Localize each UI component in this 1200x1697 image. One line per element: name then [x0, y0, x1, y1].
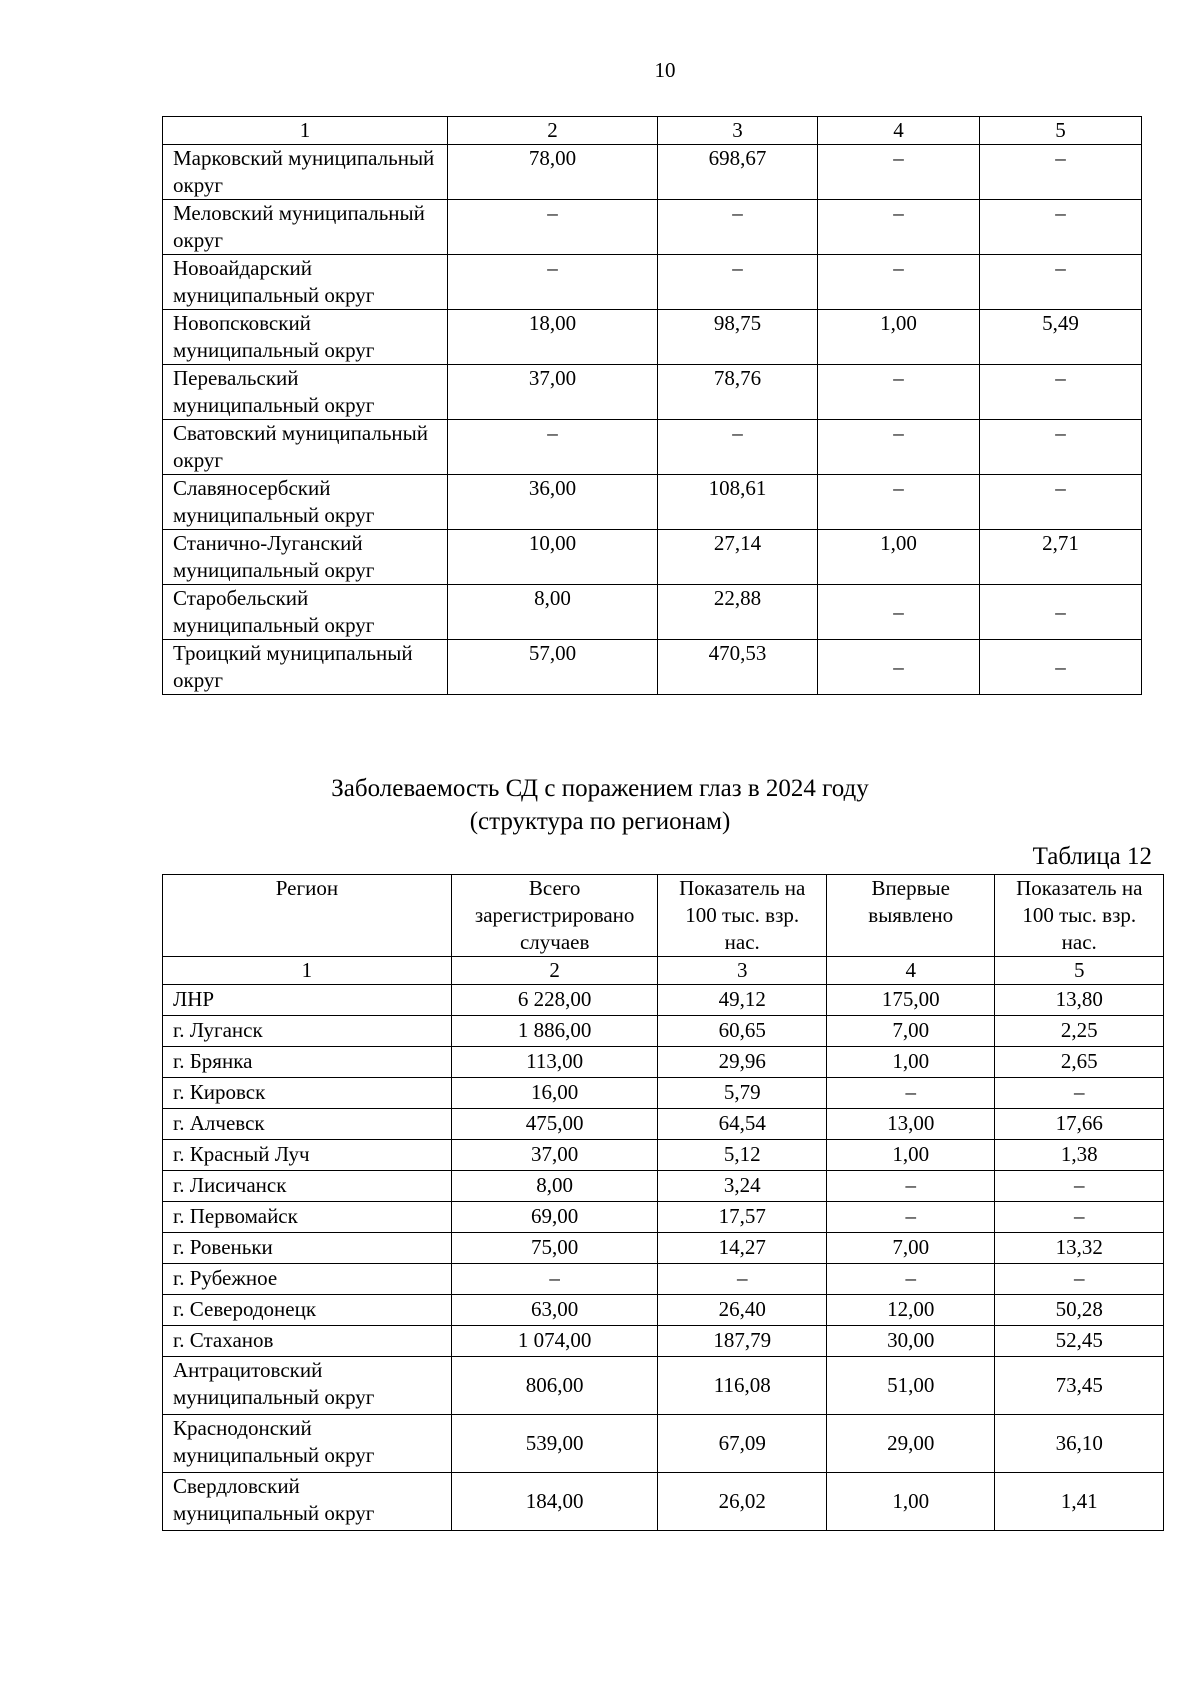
- value-cell: –: [995, 1078, 1164, 1109]
- column-number: 1: [163, 117, 448, 145]
- region-cell: г. Ровеньки: [163, 1233, 452, 1264]
- value-cell: –: [826, 1078, 995, 1109]
- value-cell: –: [826, 1202, 995, 1233]
- value-cell: 13,32: [995, 1233, 1164, 1264]
- table-row: [163, 1233, 1164, 1264]
- header-cell: Регион: [163, 875, 452, 957]
- value-cell: 22,88: [658, 585, 818, 640]
- value-cell: 108,61: [658, 475, 818, 530]
- column-number: 4: [818, 117, 980, 145]
- table-label: Таблица 12: [1032, 843, 1152, 870]
- value-cell: –: [995, 1202, 1164, 1233]
- value-cell: 184,00: [451, 1473, 658, 1531]
- value-cell: 78,00: [448, 145, 658, 200]
- value-cell: 806,00: [451, 1357, 658, 1415]
- value-cell: 8,00: [448, 585, 658, 640]
- column-number: 2: [448, 117, 658, 145]
- table-row: [163, 1326, 1164, 1357]
- value-cell: –: [658, 200, 818, 255]
- value-cell: 5,79: [658, 1078, 827, 1109]
- table-row: [163, 1357, 1164, 1415]
- value-cell: 18,00: [448, 310, 658, 365]
- region-cell: г. Луганск: [163, 1016, 452, 1047]
- region-cell: Старобельский муниципальный округ: [163, 585, 448, 640]
- table-row: [163, 1016, 1164, 1047]
- region-cell: Перевальский муниципальный округ: [163, 365, 448, 420]
- region-cell: г. Брянка: [163, 1047, 452, 1078]
- value-cell: 29,96: [658, 1047, 827, 1078]
- value-cell: 1 886,00: [451, 1016, 658, 1047]
- value-cell: –: [995, 1264, 1164, 1295]
- value-cell: –: [826, 1264, 995, 1295]
- continued-table: [162, 116, 1142, 695]
- table-row: [163, 200, 1142, 255]
- table-row: [163, 1202, 1164, 1233]
- header-row: [163, 875, 1164, 957]
- value-cell: 7,00: [826, 1016, 995, 1047]
- value-cell: 1 074,00: [451, 1326, 658, 1357]
- value-cell: 1,00: [818, 530, 980, 585]
- value-cell: 5,12: [658, 1140, 827, 1171]
- value-cell: 36,10: [995, 1415, 1164, 1473]
- region-cell: Новоайдарский муниципальный округ: [163, 255, 448, 310]
- value-cell: 1,00: [826, 1047, 995, 1078]
- value-cell: 7,00: [826, 1233, 995, 1264]
- header-cell: Показатель на 100 тыс. взр. нас.: [995, 875, 1164, 957]
- value-cell: 12,00: [826, 1295, 995, 1326]
- value-cell: 3,24: [658, 1171, 827, 1202]
- table-12: [162, 874, 1164, 1531]
- table-row: [163, 145, 1142, 200]
- table-row: [163, 585, 1142, 640]
- value-cell: 50,28: [995, 1295, 1164, 1326]
- region-cell: г. Алчевск: [163, 1109, 452, 1140]
- section-subtitle: (структура по регионам): [469, 808, 731, 835]
- region-cell: Краснодонский муниципальный округ: [163, 1415, 452, 1473]
- region-cell: Станично-Луганский муниципальный округ: [163, 530, 448, 585]
- value-cell: 78,76: [658, 365, 818, 420]
- value-cell: –: [818, 475, 980, 530]
- value-cell: 1,00: [826, 1140, 995, 1171]
- header-cell: Впервые выявлено: [826, 875, 995, 957]
- region-cell: г. Кировск: [163, 1078, 452, 1109]
- value-cell: 64,54: [658, 1109, 827, 1140]
- value-cell: 1,00: [826, 1473, 995, 1531]
- table-row: [163, 530, 1142, 585]
- value-cell: –: [980, 585, 1142, 640]
- table-row: [163, 1171, 1164, 1202]
- region-cell: Славяносербский муниципальный округ: [163, 475, 448, 530]
- value-cell: 13,00: [826, 1109, 995, 1140]
- value-cell: 60,65: [658, 1016, 827, 1047]
- value-cell: 73,45: [995, 1357, 1164, 1415]
- value-cell: –: [980, 475, 1142, 530]
- value-cell: 17,57: [658, 1202, 827, 1233]
- table-row: [163, 1264, 1164, 1295]
- value-cell: –: [980, 640, 1142, 695]
- value-cell: 1,00: [818, 310, 980, 365]
- value-cell: 1,41: [995, 1473, 1164, 1531]
- table-row: [163, 1140, 1164, 1171]
- value-cell: –: [448, 255, 658, 310]
- column-number: 5: [995, 957, 1164, 985]
- value-cell: 75,00: [451, 1233, 658, 1264]
- table-row: [163, 1473, 1164, 1531]
- table-row: [163, 1415, 1164, 1473]
- region-cell: г. Лисичанск: [163, 1171, 452, 1202]
- value-cell: –: [658, 1264, 827, 1295]
- table-row: [163, 475, 1142, 530]
- value-cell: –: [658, 255, 818, 310]
- value-cell: 51,00: [826, 1357, 995, 1415]
- value-cell: 69,00: [451, 1202, 658, 1233]
- region-cell: г. Стаханов: [163, 1326, 452, 1357]
- value-cell: 37,00: [448, 365, 658, 420]
- region-cell: ЛНР: [163, 985, 452, 1016]
- value-cell: 175,00: [826, 985, 995, 1016]
- value-cell: –: [980, 255, 1142, 310]
- value-cell: 13,80: [995, 985, 1164, 1016]
- column-number: 1: [163, 957, 452, 985]
- column-number: 5: [980, 117, 1142, 145]
- value-cell: 1,38: [995, 1140, 1164, 1171]
- table-row: [163, 985, 1164, 1016]
- value-cell: 698,67: [658, 145, 818, 200]
- region-cell: г. Северодонецк: [163, 1295, 452, 1326]
- value-cell: –: [980, 145, 1142, 200]
- value-cell: –: [448, 420, 658, 475]
- value-cell: –: [995, 1171, 1164, 1202]
- value-cell: 29,00: [826, 1415, 995, 1473]
- table-row: [163, 310, 1142, 365]
- value-cell: 27,14: [658, 530, 818, 585]
- value-cell: –: [826, 1171, 995, 1202]
- value-cell: 113,00: [451, 1047, 658, 1078]
- section-title: Заболеваемость СД с поражением глаз в 2024 году: [331, 775, 869, 802]
- table-row: [163, 365, 1142, 420]
- value-cell: 67,09: [658, 1415, 827, 1473]
- value-cell: 10,00: [448, 530, 658, 585]
- value-cell: 14,27: [658, 1233, 827, 1264]
- value-cell: 475,00: [451, 1109, 658, 1140]
- page-number: 10: [654, 58, 676, 82]
- value-cell: 5,49: [980, 310, 1142, 365]
- value-cell: –: [448, 200, 658, 255]
- value-cell: 37,00: [451, 1140, 658, 1171]
- value-cell: –: [818, 365, 980, 420]
- header-cell: Показатель на 100 тыс. взр. нас.: [658, 875, 827, 957]
- value-cell: –: [818, 200, 980, 255]
- column-number: 3: [658, 957, 827, 985]
- table-row: [163, 1047, 1164, 1078]
- value-cell: 30,00: [826, 1326, 995, 1357]
- value-cell: 6 228,00: [451, 985, 658, 1016]
- value-cell: –: [818, 255, 980, 310]
- value-cell: 98,75: [658, 310, 818, 365]
- table-row: [163, 1109, 1164, 1140]
- column-number-row: [163, 117, 1142, 145]
- region-cell: г. Первомайск: [163, 1202, 452, 1233]
- value-cell: 2,71: [980, 530, 1142, 585]
- value-cell: 49,12: [658, 985, 827, 1016]
- value-cell: –: [818, 145, 980, 200]
- value-cell: 2,25: [995, 1016, 1164, 1047]
- value-cell: 26,40: [658, 1295, 827, 1326]
- value-cell: 470,53: [658, 640, 818, 695]
- value-cell: –: [980, 365, 1142, 420]
- column-number: 2: [451, 957, 658, 985]
- value-cell: 17,66: [995, 1109, 1164, 1140]
- table-row: [163, 1078, 1164, 1109]
- region-cell: Новопсковский муниципальный округ: [163, 310, 448, 365]
- region-cell: Свердловский муниципальный округ: [163, 1473, 452, 1531]
- region-cell: Меловский муниципальный округ: [163, 200, 448, 255]
- value-cell: 63,00: [451, 1295, 658, 1326]
- value-cell: –: [818, 420, 980, 475]
- value-cell: 2,65: [995, 1047, 1164, 1078]
- region-cell: Марковский муниципальный округ: [163, 145, 448, 200]
- value-cell: 52,45: [995, 1326, 1164, 1357]
- value-cell: 116,08: [658, 1357, 827, 1415]
- table-row: [163, 640, 1142, 695]
- table-row: [163, 420, 1142, 475]
- value-cell: 539,00: [451, 1415, 658, 1473]
- value-cell: –: [818, 585, 980, 640]
- region-cell: Антрацитовский муниципальный округ: [163, 1357, 452, 1415]
- column-number-row: [163, 957, 1164, 985]
- value-cell: –: [818, 640, 980, 695]
- value-cell: –: [451, 1264, 658, 1295]
- value-cell: –: [658, 420, 818, 475]
- header-cell: Всего зарегистрировано случаев: [451, 875, 658, 957]
- region-cell: Троицкий муниципальный округ: [163, 640, 448, 695]
- region-cell: г. Рубежное: [163, 1264, 452, 1295]
- table-row: [163, 255, 1142, 310]
- value-cell: 8,00: [451, 1171, 658, 1202]
- value-cell: 16,00: [451, 1078, 658, 1109]
- region-cell: Сватовский муниципальный округ: [163, 420, 448, 475]
- value-cell: 36,00: [448, 475, 658, 530]
- value-cell: –: [980, 420, 1142, 475]
- column-number: 4: [826, 957, 995, 985]
- column-number: 3: [658, 117, 818, 145]
- value-cell: 57,00: [448, 640, 658, 695]
- value-cell: –: [980, 200, 1142, 255]
- value-cell: 26,02: [658, 1473, 827, 1531]
- region-cell: г. Красный Луч: [163, 1140, 452, 1171]
- value-cell: 187,79: [658, 1326, 827, 1357]
- table-row: [163, 1295, 1164, 1326]
